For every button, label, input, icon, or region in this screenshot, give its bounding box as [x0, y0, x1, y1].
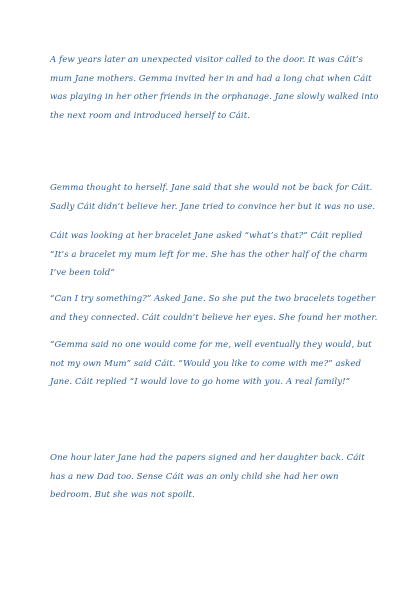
paragraph-real-family: “Gemma said no one would come for me, well eventually they would, but not my own Mum” said Cáit. “Would you like to come with me?” asked Jane. Cáit replied “I would love to go home with you. A real family!”	[50, 340, 372, 387]
paragraph-new-home: One hour later Jane had the papers signed and her daughter back. Cáit has a new Dad too. Sense Cáit was an only child she had her own bedroom. But she was not spoilt.	[50, 453, 365, 500]
paragraph-visitor-arrives: A few years later an unexpected visitor called to the door. It was Cáit’s mum Jane mothers. Gemma invited her in and had a long chat when Cáit was playing in her other friends in the orphanage. Jane slowly walked into the next room and introduced herself to Cáit.	[50, 55, 379, 121]
paragraph-bracelets-connect: “Can I try something?” Asked Jane. So she put the two bracelets together and they connected. Cáit couldn’t believe her eyes. She found her mother.	[50, 294, 378, 323]
paragraph-gemma-thoughts: Gemma thought to herself. Jane said that she would not be back for Cáit. Sadly Cáit didn’t believe her. Jane tried to convince her but it was no use.	[50, 183, 376, 212]
paragraph-bracelet: Cáit was looking at her bracelet Jane asked “what’s that?” Cáit replied “It’s a bracelet my mum left for me. She has the other half of the charm I’ve been told”	[50, 231, 368, 278]
